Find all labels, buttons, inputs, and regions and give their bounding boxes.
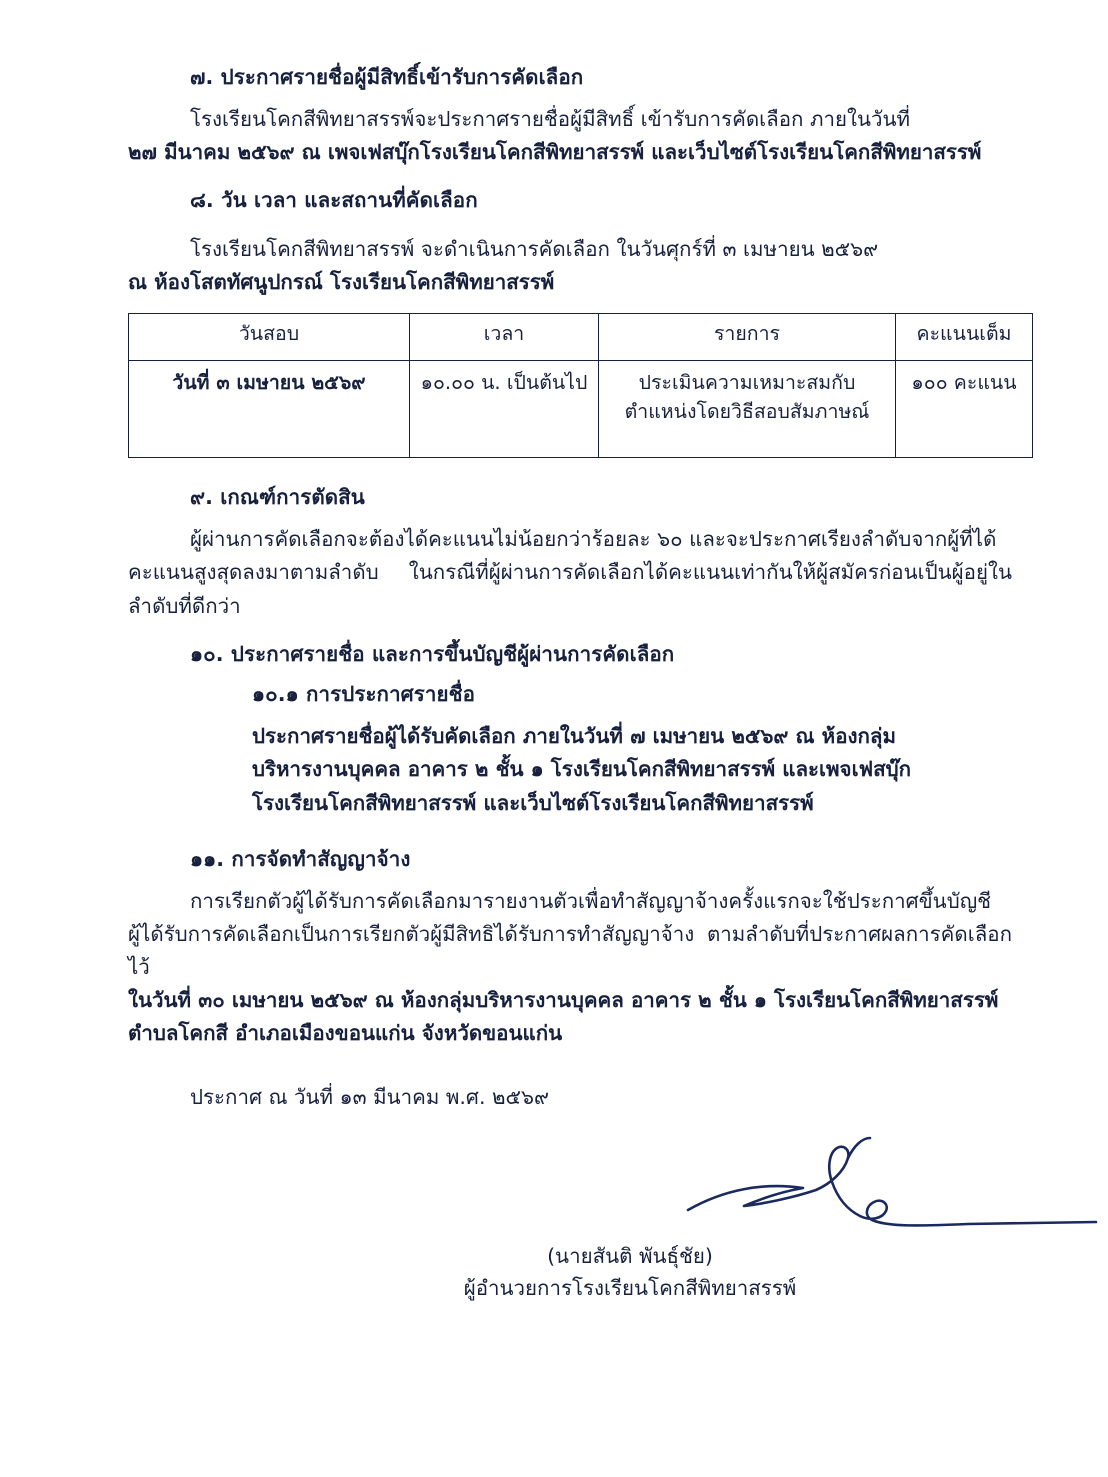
section-7-paragraph-1: โรงเรียนโคกสีพิทยาสรรพ์จะประกาศรายชื่อผู้มีสิทธิ์ เข้ารับการคัดเลือก ภายในวันที่: [190, 106, 911, 131]
section-10: [128, 639, 1012, 820]
section-10-1-paragraph-1: ประกาศรายชื่อผู้ได้รับคัดเลือก ภายในวันที่ ๗ เมษายน ๒๕๖๙ ณ ห้องกลุ่ม: [252, 724, 897, 749]
announcement-date: ประกาศ ณ วันที่ ๑๓ มีนาคม พ.ศ. ๒๕๖๙: [190, 1084, 550, 1109]
section-7-number: ๗.: [190, 65, 214, 89]
section-10-1-heading: [252, 679, 1012, 711]
section-7-paragraph-2: ๒๗ มีนาคม ๒๕๖๙ ณ เพจเฟสบุ๊กโรงเรียนโคกสีพิทยาสรรพ์ และเว็บไซต์โรงเรียนโคกสีพิทยาสรรพ์: [128, 139, 982, 164]
section-11-heading: [190, 844, 1012, 876]
column-header-score: คะแนนเต็ม: [896, 314, 1033, 361]
exam-schedule-table: [128, 313, 1033, 458]
section-8-paragraph-2: ณ ห้องโสตทัศนูปกรณ์ โรงเรียนโคกสีพิทยาสรรพ์: [128, 270, 555, 295]
cell-item-line2: ตำแหน่งโดยวิธีสอบสัมภาษณ์: [624, 399, 870, 423]
section-11-paragraph-2: ผู้ได้รับการคัดเลือกเป็นการเรียกตัวผู้มีสิทธิได้รับการทำสัญญาจ้าง ตามลำดับที่ประกาศผลการคัดเลือกไว้: [128, 921, 1012, 980]
section-10-heading: [190, 639, 1012, 671]
section-9-paragraph-1: ผู้ผ่านการคัดเลือกจะต้องได้คะแนนไม่น้อยกว่าร้อยละ ๖๐ และจะประกาศเรียงลำดับจากผู้ที่ได้: [190, 527, 997, 552]
section-8-paragraph-1: โรงเรียนโคกสีพิทยาสรรพ์ จะดำเนินการคัดเลือก ในวันศุกร์ที่ ๓ เมษายน ๒๕๖๙: [190, 236, 879, 261]
column-header-date: วันสอบ: [129, 314, 410, 361]
section-10-1-paragraph-2: บริหารงานบุคคล อาคาร ๒ ชั้น ๑ โรงเรียนโคกสีพิทยาสรรพ์ และเพจเฟสบุ๊ก: [252, 757, 912, 782]
column-header-item: รายการ: [599, 314, 896, 361]
section-10-1-paragraph-3: โรงเรียนโคกสีพิทยาสรรพ์ และเว็บไซต์โรงเรียนโคกสีพิทยาสรรพ์: [252, 790, 814, 815]
section-8-title: วัน เวลา และสถานที่คัดเลือก: [221, 188, 478, 213]
signer-name: (นายสันติ พันธุ์ชัย): [547, 1243, 713, 1268]
signer-position: ผู้อำนวยการโรงเรียนโคกสีพิทยาสรรพ์: [463, 1276, 797, 1301]
section-7: [128, 62, 1012, 169]
table-row: [129, 361, 1033, 458]
section-9-paragraph-2: คะแนนสูงสุดลงมาตามลำดับ ในกรณีที่ผู้ผ่านการคัดเลือกได้คะแนนเท่ากันให้ผู้สมัครก่อนเป็นผู้อยู่ในลำดับที่ดีกว่า: [128, 560, 1012, 618]
cell-item-line1: ประเมินความเหมาะสมกับ: [638, 371, 856, 395]
section-7-heading: [190, 62, 1012, 94]
section-11-paragraph-4: ตำบลโคกสี อำเภอเมืองขอนแก่น จังหวัดขอนแก่น: [128, 1021, 563, 1046]
section-11-number: ๑๑.: [190, 846, 225, 871]
section-8-number: ๘.: [190, 188, 214, 213]
section-11: [128, 844, 1012, 1051]
section-11-title: การจัดทำสัญญาจ้าง: [231, 846, 411, 871]
cell-item: [599, 361, 896, 458]
section-9-title: เกณฑ์การตัดสิน: [220, 485, 365, 510]
table-header-row: [129, 314, 1033, 361]
column-header-time: เวลา: [410, 314, 599, 361]
section-10-number: ๑๐.: [190, 641, 224, 666]
section-7-title: ประกาศรายชื่อผู้มีสิทธิ์เข้ารับการคัดเลือก: [220, 65, 584, 89]
section-11-paragraph-1: การเรียกตัวผู้ได้รับการคัดเลือกมารายงานตัวเพื่อทำสัญญาจ้างครั้งแรกจะใช้ประกาศขึ้นบัญชี: [190, 888, 992, 913]
section-8-heading: [190, 185, 1012, 217]
section-10-title: ประกาศรายชื่อ และการขึ้นบัญชีผู้ผ่านการคัดเลือก: [230, 641, 675, 666]
section-10-1-title: การประกาศรายชื่อ: [305, 682, 476, 707]
section-9: [128, 482, 1012, 622]
signature-block: [128, 1132, 1012, 1332]
cell-date: วันที่ ๓ เมษายน ๒๕๖๙: [129, 361, 410, 458]
section-8: [128, 185, 1012, 299]
cell-time: ๑๐.๐๐ น. เป็นต้นไป: [410, 361, 599, 458]
section-9-heading: [190, 482, 1012, 514]
section-11-paragraph-3: ในวันที่ ๓๐ เมษายน ๒๕๖๙ ณ ห้องกลุ่มบริหารงานบุคคล อาคาร ๒ ชั้น ๑ โรงเรียนโคกสีพิทยาสรรพ์: [128, 988, 999, 1013]
cell-score: ๑๐๐ คะแนน: [896, 361, 1033, 458]
section-10-1-number: ๑๐.๑: [252, 682, 299, 707]
section-9-number: ๙.: [190, 485, 214, 510]
signature-mark: [548, 1132, 1108, 1252]
